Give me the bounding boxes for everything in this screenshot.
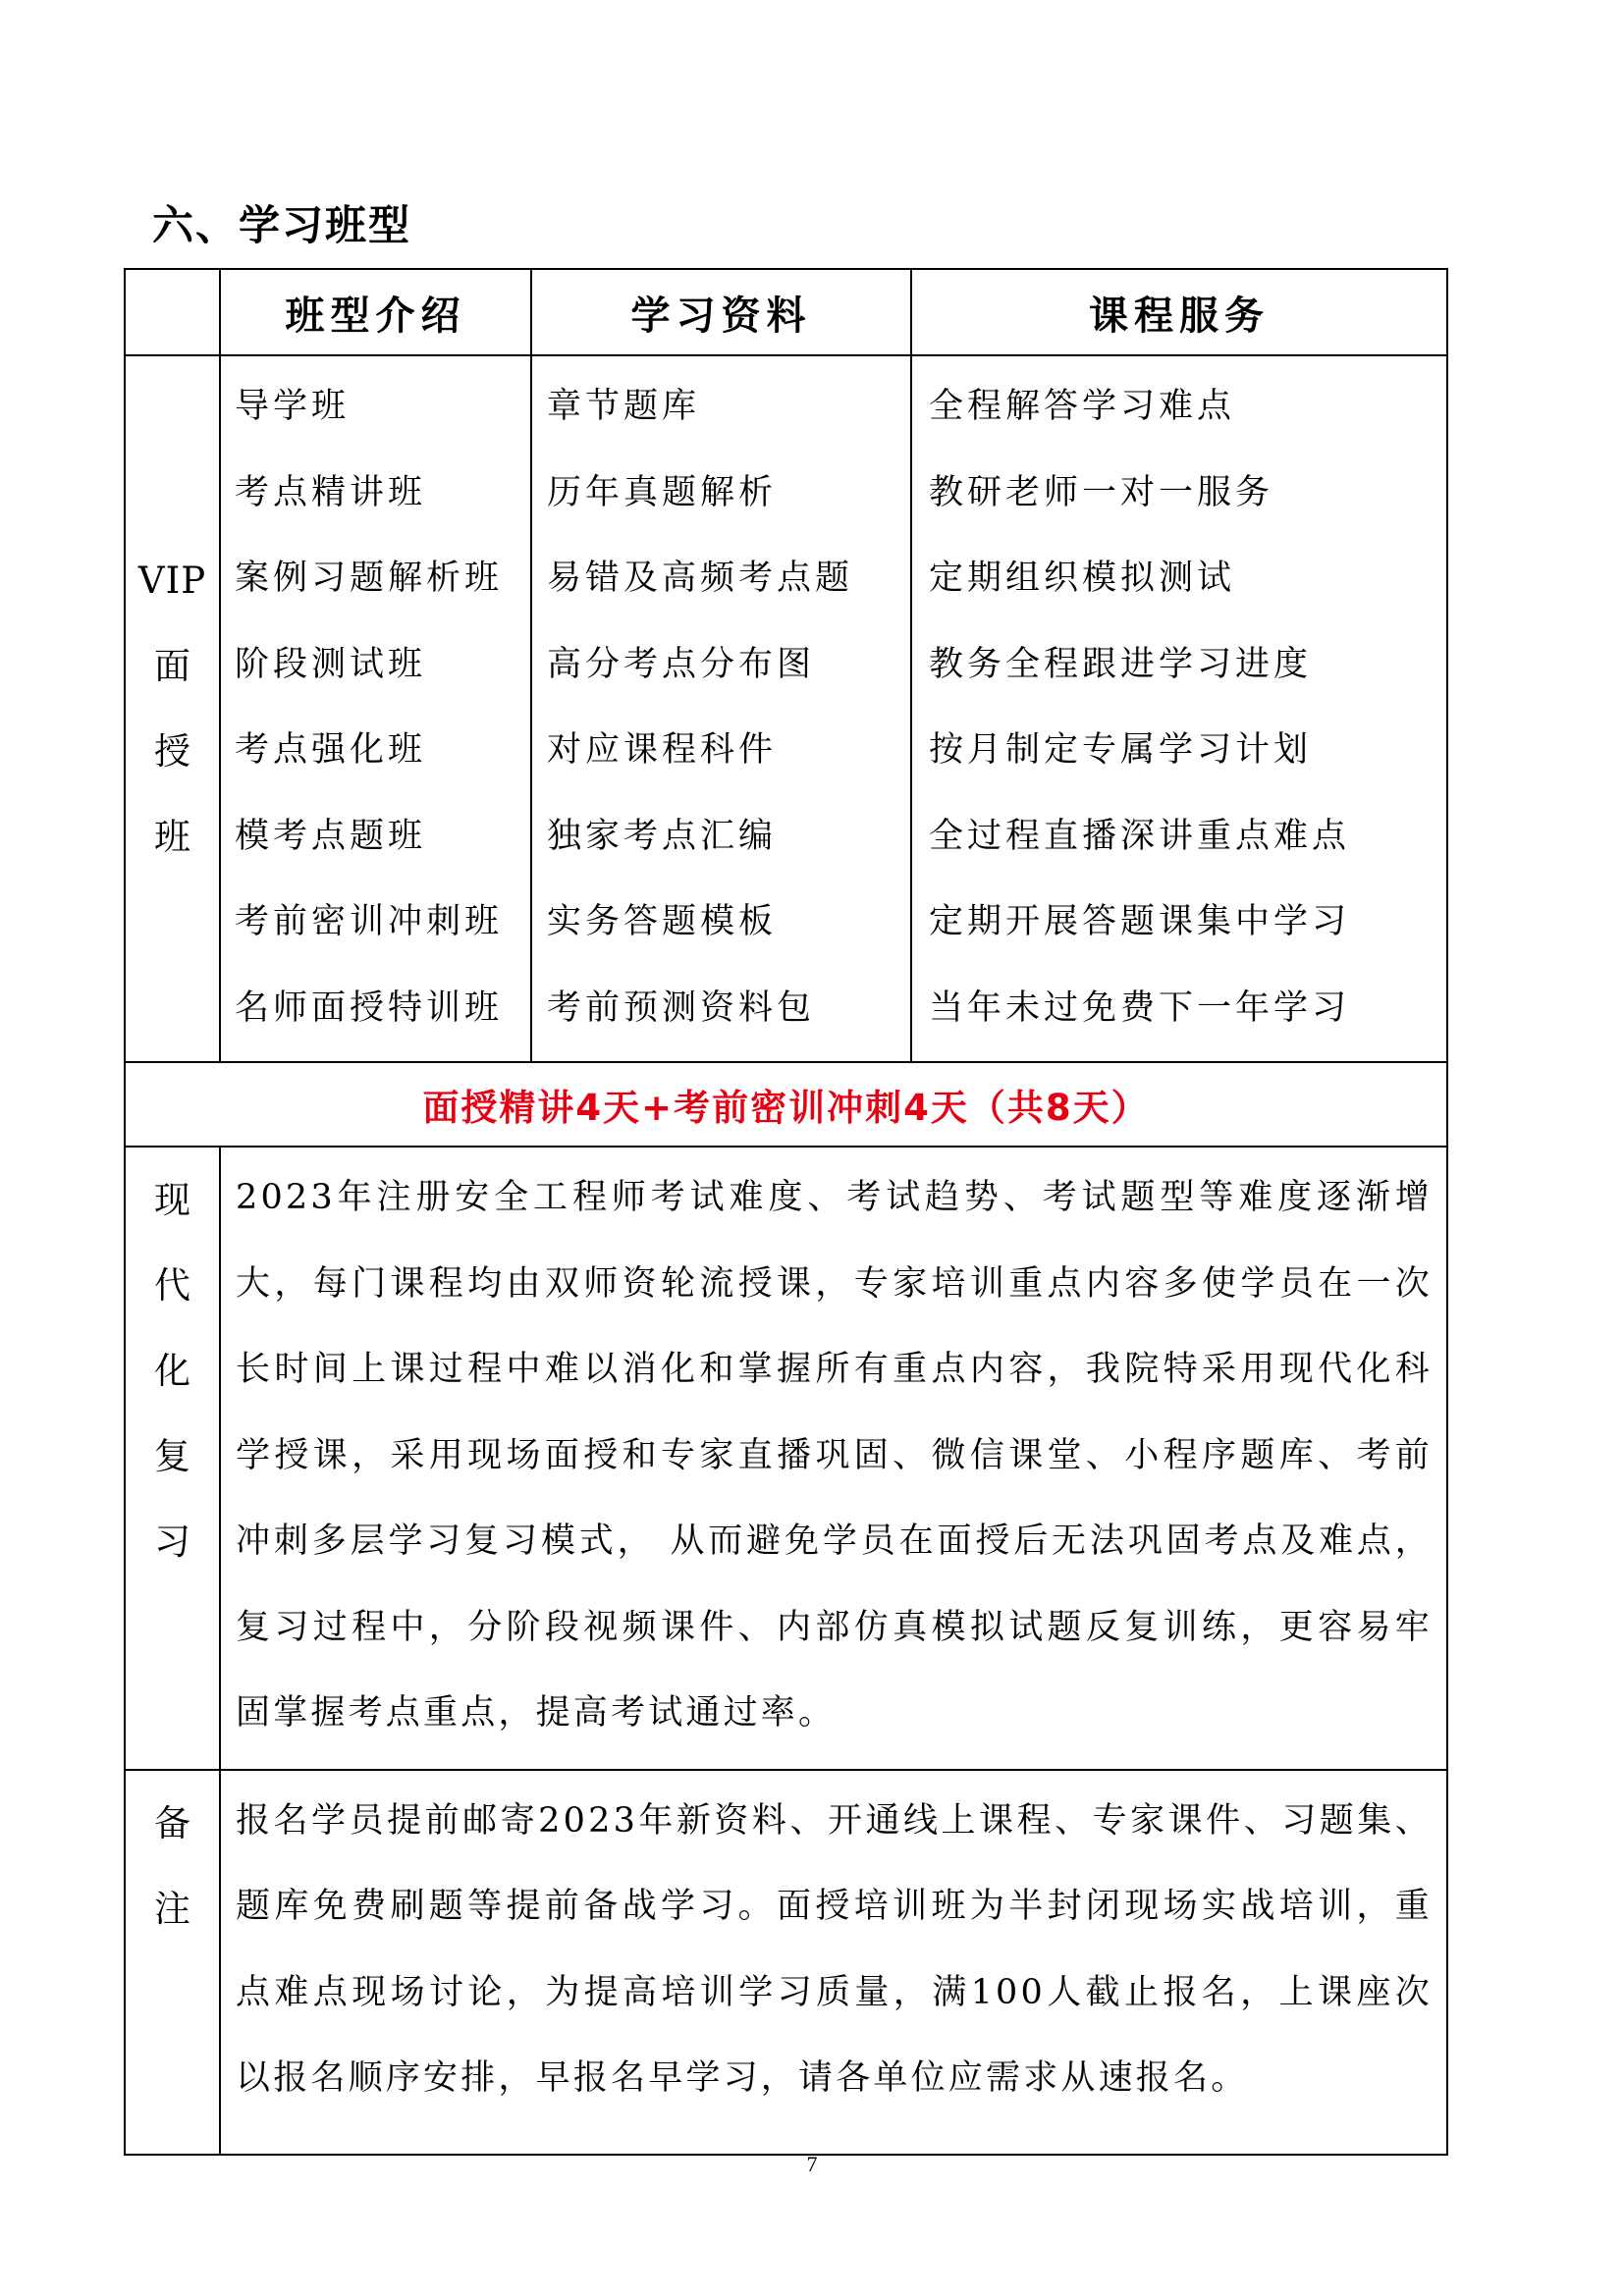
modern-review-row [125, 1147, 1447, 1770]
list-item: 高分考点分布图 [547, 644, 816, 684]
list-item: 阶段测试班 [235, 644, 427, 684]
list-item: 模考点题班 [235, 816, 427, 856]
list-item: 对应课程科件 [547, 730, 778, 770]
list-item: 定期开展答题课集中学习 [929, 902, 1351, 941]
list-item: 定期组织模拟测试 [929, 559, 1236, 598]
duration-row [125, 1062, 1447, 1147]
label-char: 备 [154, 1801, 190, 1844]
list-item: 历年真题解析 [547, 472, 778, 512]
vip-label-char: 授 [154, 730, 190, 773]
list-item: 章节题库 [547, 387, 701, 426]
list-item: 全过程直播深讲重点难点 [929, 816, 1351, 856]
modern-review-label [125, 1147, 220, 1770]
label-char: 代 [154, 1264, 190, 1307]
header-materials: 学习资料 [531, 269, 911, 355]
class-intro-list [220, 355, 531, 1062]
list-item: 考前预测资料包 [547, 988, 816, 1028]
list-item: 案例习题解析班 [235, 559, 504, 598]
label-char: 化 [154, 1350, 190, 1392]
remarks-row [125, 1770, 1447, 2155]
list-item: 实务答题模板 [547, 902, 778, 941]
vip-row [125, 355, 1447, 1062]
vip-label-cell [125, 355, 220, 1062]
page-number: 7 [806, 2152, 818, 2176]
list-item: 全程解答学习难点 [929, 387, 1236, 426]
label-char: 注 [154, 1887, 190, 1930]
list-item: 考点精讲班 [235, 472, 427, 512]
class-types-table [124, 268, 1448, 2156]
vip-label: VIP [137, 560, 207, 602]
corner-cell [125, 269, 220, 355]
list-item: 考点强化班 [235, 730, 427, 770]
list-item: 名师面授特训班 [235, 988, 504, 1028]
label-char: 复 [154, 1435, 190, 1477]
services-list [911, 355, 1447, 1062]
list-item: 按月制定专属学习计划 [929, 730, 1313, 770]
list-item: 导学班 [235, 387, 351, 426]
header-services: 课程服务 [911, 269, 1447, 355]
section-heading: 六、学习班型 [152, 201, 412, 249]
materials-list [531, 355, 911, 1062]
list-item: 独家考点汇编 [547, 816, 778, 856]
header-row [125, 269, 1447, 355]
vip-label-char: 面 [154, 645, 190, 687]
duration-text: 面授精讲4天+考前密训冲刺4天（共8天） [125, 1062, 1447, 1147]
remarks-label [125, 1770, 220, 2155]
list-item: 易错及高频考点题 [547, 559, 854, 598]
header-class-intro: 班型介绍 [220, 269, 531, 355]
vip-label-char: 班 [154, 816, 190, 858]
list-item: 教务全程跟进学习进度 [929, 644, 1313, 684]
modern-review-text: 2023年注册安全工程师考试难度、考试趋势、考试题型等难度逐渐增大，每门课程均由双师资轮流授课，专家培训重点内容多使学员在一次长时间上课过程中难以消化和掌握所有重点内容，我院特采用现代化科学授课，采用现场面授和专家直播巩固、微信课堂、小程序题库、考前冲刺多层学习复习模式， 从而避免学员在面授后无法巩固考点及难点，复习过程中，分阶段视频课件、内部仿真模拟试题反复训练，更容易牢固掌握考点重点，提高考试通过率。 [220, 1147, 1447, 1770]
list-item: 考前密训冲刺班 [235, 902, 504, 941]
remarks-text: 报名学员提前邮寄2023年新资料、开通线上课程、专家课件、习题集、题库免费刷题等提前备战学习。面授培训班为半封闭现场实战培训，重点难点现场讨论，为提高培训学习质量，满100人截止报名，上课座次以报名顺序安排，早报名早学习，请各单位应需求从速报名。 [220, 1770, 1447, 2155]
list-item: 当年未过免费下一年学习 [929, 988, 1351, 1028]
label-char: 习 [154, 1521, 190, 1563]
list-item: 教研老师一对一服务 [929, 472, 1274, 512]
label-char: 现 [154, 1179, 190, 1221]
